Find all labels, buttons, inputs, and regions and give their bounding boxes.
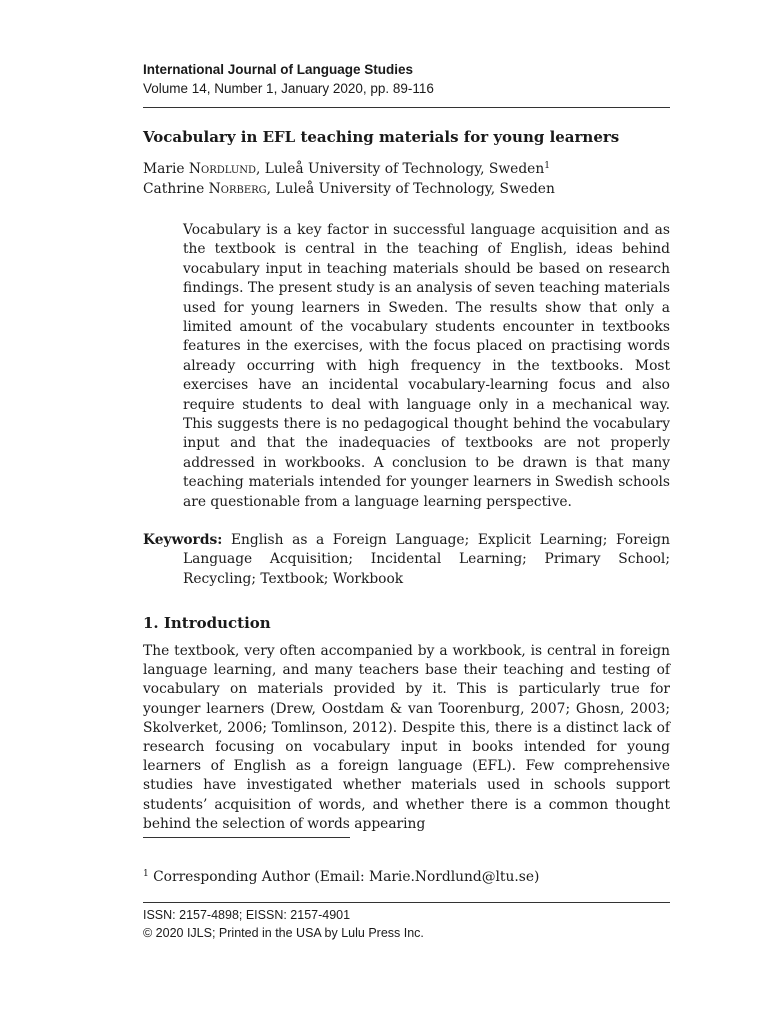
footnote	[143, 864, 670, 887]
keywords-list: English as a Foreign Language; Explicit Learning; Foreign Language Acquisition; Incidental Learning; Primary School; Recycling; Textbook; Workbook	[183, 532, 671, 587]
author-first-name: Marie	[143, 161, 189, 177]
volume-info: Volume 14, Number 1, January 2020, pp. 89-116	[143, 81, 434, 96]
article-title: Vocabulary in EFL teaching materials for young learners	[143, 128, 620, 146]
footnote-divider	[143, 837, 350, 838]
journal-header	[143, 60, 670, 98]
author-line	[143, 179, 670, 199]
keywords-label: Keywords:	[143, 532, 223, 548]
footnote-number: 1	[143, 869, 149, 879]
intro-paragraph: The textbook, very often accompanied by a workbook, is central in foreign language learning, and many teachers base their teaching and testing of vocabulary on materials provided by it. This is particularly true for younger learners (Drew, Oostdam & van Toorenburg, 2007; Ghosn, 2003; Skolverket, 2006; Tomlinson, 2012). Despite this, there is a distinct lack of research focusing on vocabulary input in books intended for young learners of English as a foreign language (EFL). Few comprehensive studies have investigated whether materials used in schools support students’ acquisition of words, and whether there is a common thought behind the selection of words appearing	[143, 643, 670, 832]
footer	[143, 906, 670, 942]
author-first-name: Cathrine	[143, 181, 209, 197]
issn-line: ISSN: 2157-4898; EISSN: 2157-4901	[143, 908, 351, 922]
footnote-text: Corresponding Author (Email: Marie.Nordlund@ltu.se)	[148, 869, 540, 885]
section-heading: 1. Introduction	[143, 614, 271, 632]
abstract: Vocabulary is a key factor in successful language acquisition and as the textbook is central in the teaching of English, ideas behind vocabulary input in teaching materials should be based on research findings. The present study is an analysis of seven teaching materials used for young learners in Sweden. The results show that only a limited amount of the vocabulary students encounter in textbooks features in the exercises, with the focus placed on practising words already occurring with high frequency in the textbooks. Most exercises have an incidental vocabulary-learning focus and also require students to deal with language only in a mechanical way. This suggests there is no pedagogical thought behind the vocabulary input and that the inadequacies of textbooks are not properly addressed in workbooks. A conclusion to be drawn is that many teaching materials intended for younger learners in Swedish schools are questionable from a language learning perspective.	[183, 222, 670, 510]
keywords	[143, 531, 670, 589]
author-last-name: Nordlund	[188, 161, 257, 177]
author-line	[143, 156, 670, 179]
author-affiliation: , Luleå University of Technology, Sweden	[256, 161, 545, 177]
footnote-marker[interactable]: 1	[544, 161, 550, 171]
header-divider	[143, 107, 670, 108]
footer-divider	[143, 902, 670, 903]
author-list	[143, 156, 670, 199]
copyright-line: © 2020 IJLS; Printed in the USA by Lulu Press Inc.	[143, 926, 424, 940]
author-last-name: Norberg	[208, 181, 267, 197]
author-affiliation: , Luleå University of Technology, Sweden	[266, 181, 555, 197]
journal-name: International Journal of Language Studies	[143, 62, 414, 77]
